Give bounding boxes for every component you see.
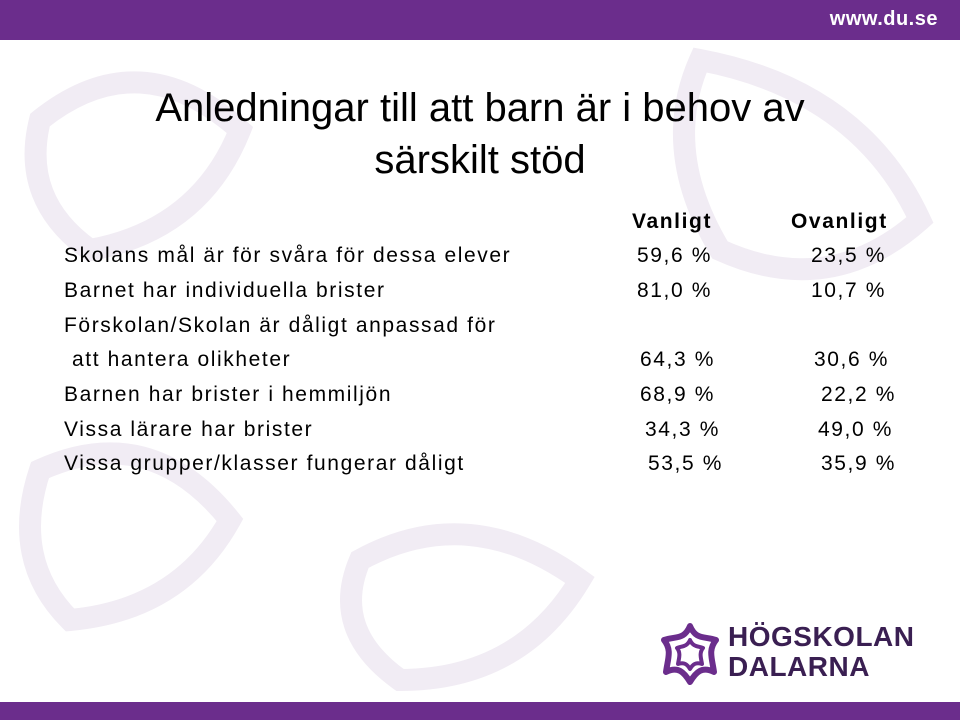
hogskolan-dalarna-logo (658, 622, 938, 688)
title-line-1: Anledningar till att barn är i behov av (155, 86, 805, 130)
title-line-2: särskilt stöd (374, 138, 586, 182)
row-label: att hantera olikheter (72, 348, 292, 371)
header-vanligt: Vanligt (632, 210, 713, 233)
row-label: Barnet har individuella brister (64, 279, 386, 302)
header-ovanligt: Ovanligt (791, 210, 888, 233)
star-flower-icon (658, 622, 722, 686)
site-url[interactable]: www.du.se (829, 8, 938, 30)
row-value-ovanligt: 49,0 % (818, 418, 893, 441)
row-label: Förskolan/Skolan är dåligt anpassad för (64, 314, 497, 337)
row-value-vanligt: 53,5 % (648, 452, 723, 475)
bottom-banner (0, 702, 960, 720)
row-label: Skolans mål är för svåra för dessa elever (64, 244, 512, 267)
row-label: Barnen har brister i hemmiljön (64, 383, 393, 406)
row-value-vanligt: 59,6 % (637, 244, 712, 267)
row-value-ovanligt: 10,7 % (811, 279, 886, 302)
row-value-ovanligt: 22,2 % (821, 383, 896, 406)
row-value-vanligt: 68,9 % (640, 383, 715, 406)
row-value-vanligt: 34,3 % (645, 418, 720, 441)
row-value-ovanligt: 23,5 % (811, 244, 886, 267)
logo-line-2: DALARNA (728, 651, 870, 682)
row-value-vanligt: 81,0 % (637, 279, 712, 302)
logo-line-1: HÖGSKOLAN (728, 621, 915, 652)
row-value-vanligt: 64,3 % (640, 348, 715, 371)
row-value-ovanligt: 35,9 % (821, 452, 896, 475)
row-label: Vissa grupper/klasser fungerar dåligt (64, 452, 465, 475)
row-label: Vissa lärare har brister (64, 418, 314, 441)
row-value-ovanligt: 30,6 % (814, 348, 889, 371)
